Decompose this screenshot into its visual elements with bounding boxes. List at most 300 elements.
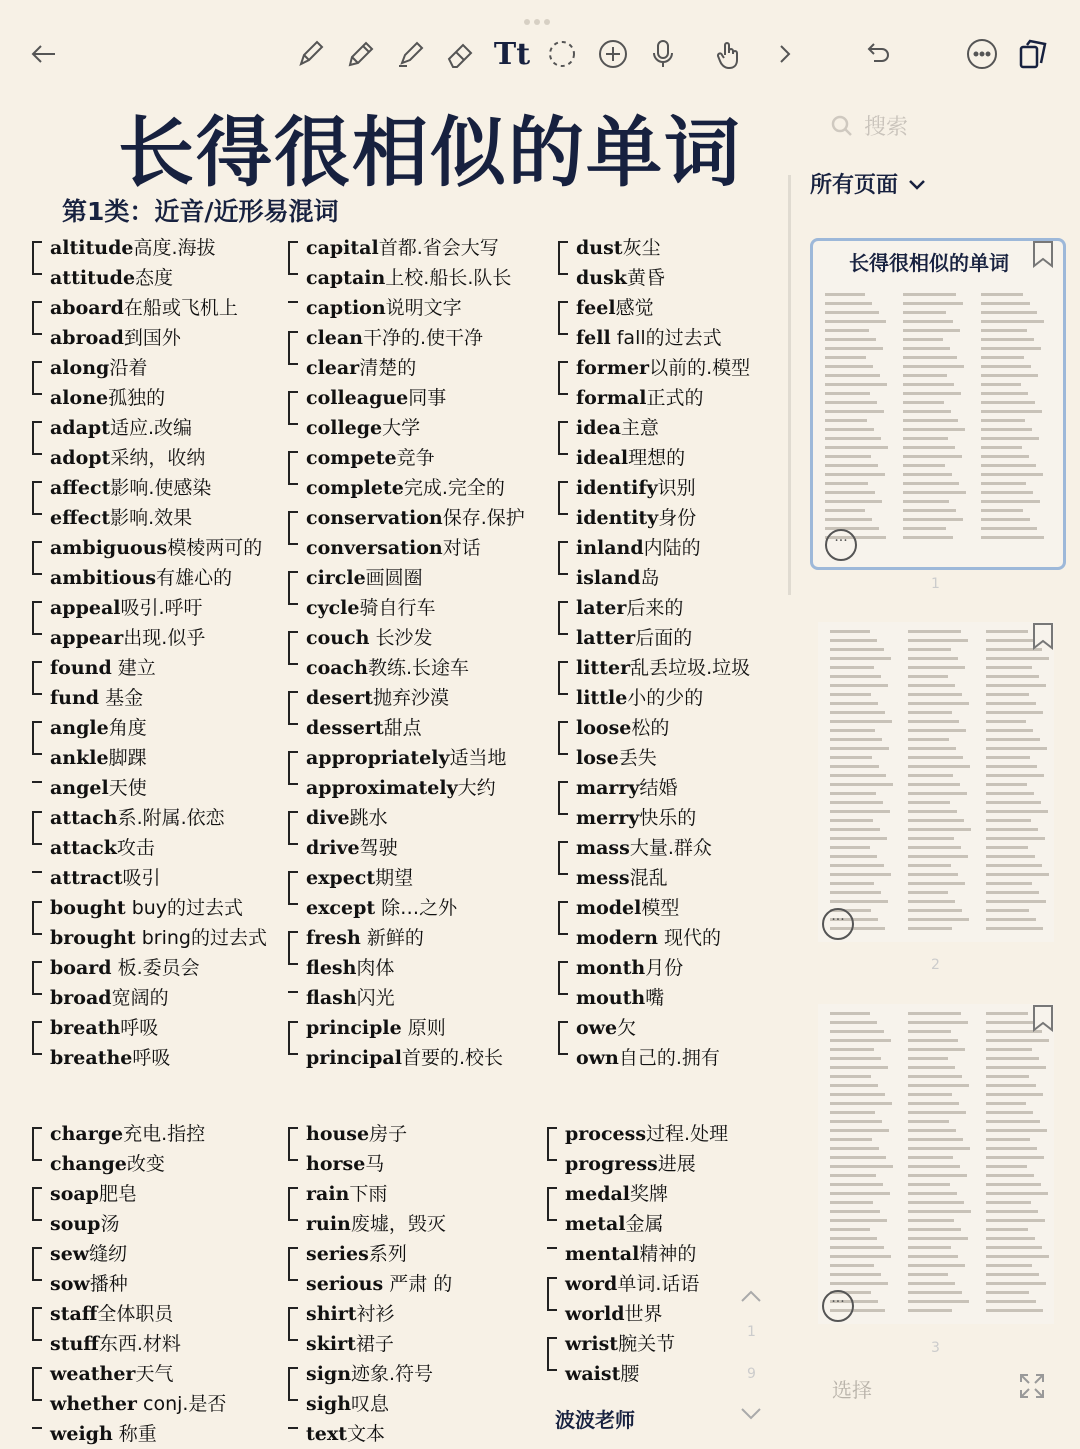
thumbnail-text-line bbox=[830, 702, 878, 705]
vocab-entry bbox=[50, 953, 267, 983]
chinese-meaning: 东西.材料 bbox=[98, 1333, 181, 1355]
english-word: shirt bbox=[306, 1303, 357, 1325]
thumbnail-text-line bbox=[986, 1012, 1028, 1015]
thumbnail-text-line bbox=[903, 410, 951, 413]
english-word: caption bbox=[306, 297, 386, 319]
chinese-meaning: 以前的.模型 bbox=[649, 357, 751, 379]
chinese-meaning: 板.委员会 bbox=[111, 957, 200, 979]
thumbnail-text-line bbox=[981, 428, 1032, 431]
thumbnail-text-line bbox=[825, 320, 886, 323]
chinese-meaning: 汤 bbox=[100, 1213, 120, 1235]
undo-icon[interactable] bbox=[857, 34, 897, 74]
expand-icon[interactable] bbox=[1018, 1372, 1046, 1400]
english-word: skirt bbox=[306, 1333, 356, 1355]
thumbnail-text-line bbox=[830, 1192, 890, 1195]
vocab-entry bbox=[306, 623, 525, 653]
thumbnail-text-line bbox=[908, 1111, 966, 1114]
thumbnail-text-line bbox=[830, 693, 871, 696]
vocab-entry bbox=[576, 593, 750, 623]
bookmark-icon[interactable] bbox=[1032, 622, 1054, 650]
chinese-meaning: 文本 bbox=[346, 1423, 385, 1445]
thumbnail-text-line bbox=[908, 1246, 951, 1249]
thumbnail-text-line bbox=[825, 356, 866, 359]
thumbnail-text-line bbox=[903, 491, 966, 494]
chinese-meaning: 长沙发 bbox=[369, 627, 433, 649]
thumbnail-text-line bbox=[908, 909, 962, 912]
page-title: 长得很相似的单词 bbox=[118, 108, 742, 197]
thumbnail-more-icon[interactable]: ··· bbox=[825, 529, 857, 561]
thumbnail-text-line bbox=[830, 1156, 886, 1159]
thumbnail-text-line bbox=[830, 1120, 882, 1123]
thumbnail-text-line bbox=[986, 909, 1029, 912]
thumbnail-text-line bbox=[908, 819, 964, 822]
chinese-meaning: 黄昏 bbox=[626, 267, 665, 289]
thumbnail-text-line bbox=[825, 509, 865, 512]
chinese-meaning: 适当地 bbox=[449, 747, 507, 769]
word-pair bbox=[50, 1119, 226, 1179]
thumbnail-text-line bbox=[981, 518, 1030, 521]
english-word: medal bbox=[565, 1183, 631, 1205]
word-pair bbox=[565, 1179, 728, 1239]
thumbnail-text-line bbox=[986, 1057, 1039, 1060]
english-word: fell bbox=[576, 327, 611, 349]
pair-bracket bbox=[288, 811, 298, 845]
vocab-entry bbox=[576, 923, 750, 953]
chinese-meaning: 建立 bbox=[111, 657, 156, 679]
english-word: appropriately bbox=[306, 747, 450, 769]
vocab-entry bbox=[50, 323, 267, 353]
highlighter-icon[interactable] bbox=[390, 34, 430, 74]
english-word: compete bbox=[306, 447, 397, 469]
chinese-meaning: 小的少的 bbox=[627, 687, 704, 709]
thumbnail-text-line bbox=[903, 365, 964, 368]
thumbnail-text-line bbox=[830, 1228, 870, 1231]
thumbnail-text-line bbox=[830, 828, 880, 831]
page-thumbnail-1[interactable] bbox=[810, 238, 1066, 570]
chinese-meaning: 奖牌 bbox=[630, 1183, 669, 1205]
thumbnail-text-line bbox=[830, 729, 875, 732]
thumbnail-text-line bbox=[830, 1165, 893, 1168]
chinese-meaning: 系列 bbox=[368, 1243, 407, 1265]
thumbnail-text-line bbox=[903, 419, 958, 422]
vocab-entry bbox=[565, 1239, 728, 1269]
chinese-meaning: 干净的.使干净 bbox=[363, 327, 484, 349]
chinese-meaning: 完成.完全的 bbox=[403, 477, 505, 499]
thumbnail-text-line bbox=[825, 329, 869, 332]
chinese-meaning: 驾驶 bbox=[359, 837, 398, 859]
thumbnail-text-line bbox=[825, 473, 885, 476]
vocab-entry bbox=[306, 653, 525, 683]
english-word: coach bbox=[306, 657, 368, 679]
english-word: house bbox=[306, 1123, 370, 1145]
english-word: brought bbox=[50, 927, 136, 949]
thumbnail-text-line bbox=[981, 491, 1033, 494]
thumbnail-text-line bbox=[825, 410, 884, 413]
lasso-icon[interactable] bbox=[542, 34, 582, 74]
page-thumbnail-3[interactable] bbox=[818, 1004, 1054, 1324]
more-icon[interactable] bbox=[962, 34, 1002, 74]
pair-bracket bbox=[288, 991, 298, 993]
chinese-meaning: 下雨 bbox=[349, 1183, 388, 1205]
english-word: flesh bbox=[306, 957, 357, 979]
english-word: complete bbox=[306, 477, 404, 499]
thumbnail-text-line bbox=[825, 464, 878, 467]
thumbnail-text-line bbox=[908, 657, 958, 660]
english-word: dusk bbox=[576, 267, 627, 289]
thumbnail-text-line bbox=[986, 639, 1035, 642]
pair-bracket bbox=[547, 1277, 557, 1311]
thumbnail-text-line bbox=[908, 801, 950, 804]
pair-bracket bbox=[558, 481, 568, 515]
thumbnail-text-line bbox=[986, 855, 1035, 858]
vocab-entry bbox=[50, 713, 267, 743]
vocab-entry bbox=[306, 1043, 525, 1073]
page-scroller[interactable] bbox=[728, 1280, 774, 1430]
thumbnail-text-line bbox=[986, 900, 1046, 903]
thumbnail-text-line bbox=[981, 311, 1037, 314]
chinese-meaning: 严肃 的 bbox=[383, 1273, 453, 1295]
thumbnail-text-line bbox=[830, 1066, 888, 1069]
thumbnail-page-number: 2 bbox=[931, 957, 940, 973]
thumbnail-text-line bbox=[903, 518, 963, 521]
chinese-meaning: 天气 bbox=[135, 1363, 174, 1385]
text-tool-icon[interactable] bbox=[492, 34, 532, 74]
english-word: month bbox=[576, 957, 646, 979]
vocab-entry bbox=[306, 473, 525, 503]
forward-chevron-icon[interactable] bbox=[765, 34, 805, 74]
chinese-meaning: 画圆圈 bbox=[365, 567, 423, 589]
pair-bracket bbox=[288, 301, 298, 303]
thumbnail-text-line bbox=[830, 684, 888, 687]
pair-bracket bbox=[288, 691, 298, 725]
thumbnail-text-line bbox=[981, 347, 1041, 350]
thumbnail-text-line bbox=[908, 1183, 950, 1186]
pair-bracket bbox=[547, 1187, 557, 1221]
page-thumbnail-2[interactable] bbox=[818, 622, 1054, 942]
thumbnail-text-line bbox=[986, 765, 1037, 768]
chinese-meaning: fall的过去式 bbox=[610, 327, 722, 349]
pair-bracket bbox=[288, 451, 298, 485]
vocab-entry bbox=[576, 443, 750, 473]
english-word: breath bbox=[50, 1017, 121, 1039]
thumbnail-text-line bbox=[908, 927, 952, 930]
thumbnail-text-line bbox=[908, 1291, 962, 1294]
thumbnail-text-line bbox=[903, 338, 943, 341]
thumbnail-text-line bbox=[830, 1174, 876, 1177]
english-word: change bbox=[50, 1153, 127, 1175]
thumbnail-text-line bbox=[830, 873, 891, 876]
thumbnail-text-line bbox=[903, 536, 953, 539]
english-word: series bbox=[306, 1243, 369, 1265]
chinese-meaning: 肉体 bbox=[356, 957, 395, 979]
chinese-meaning: 岛 bbox=[640, 567, 660, 589]
thumbnail-text-line bbox=[908, 1102, 959, 1105]
vocab-entry bbox=[50, 983, 267, 1013]
back-arrow-icon[interactable] bbox=[24, 34, 64, 74]
thumbnail-text-line bbox=[830, 1246, 884, 1249]
english-word: wrist bbox=[565, 1333, 619, 1355]
chinese-meaning: 到国外 bbox=[123, 327, 181, 349]
thumbnail-text-line bbox=[986, 1273, 1039, 1276]
thumbnail-text-line bbox=[986, 1291, 1029, 1294]
word-pair bbox=[565, 1329, 728, 1389]
pair-bracket bbox=[32, 781, 42, 783]
word-pair bbox=[306, 503, 525, 563]
word-pair bbox=[306, 683, 525, 743]
vocab-entry bbox=[306, 1419, 452, 1449]
thumbnail-text-line bbox=[830, 1210, 880, 1213]
english-word: weigh bbox=[50, 1423, 113, 1445]
english-word: alone bbox=[50, 387, 109, 409]
scroll-down-icon[interactable] bbox=[740, 1406, 762, 1420]
english-word: progress bbox=[565, 1153, 658, 1175]
thumbnail-text-line bbox=[908, 1264, 965, 1267]
thumbnail-text-line bbox=[908, 1282, 955, 1285]
thumbnail-text-line bbox=[903, 428, 965, 431]
vocab-entry bbox=[50, 263, 267, 293]
word-pair bbox=[306, 743, 525, 803]
vocab-entry bbox=[306, 833, 525, 863]
vocab-entry bbox=[576, 653, 750, 683]
page-filter-dropdown[interactable] bbox=[810, 168, 928, 199]
pair-bracket bbox=[32, 1427, 42, 1429]
pair-bracket bbox=[288, 1127, 298, 1161]
add-icon[interactable] bbox=[593, 34, 633, 74]
scroll-up-icon[interactable] bbox=[740, 1288, 762, 1302]
thumbnail-text-line bbox=[908, 639, 968, 642]
chinese-meaning: 新鲜的 bbox=[360, 927, 424, 949]
thumbnail-text-line bbox=[830, 666, 874, 669]
english-word: expect bbox=[306, 867, 376, 889]
chinese-meaning: 乱丢垃圾.垃圾 bbox=[630, 657, 751, 679]
chinese-meaning: 现代的 bbox=[657, 927, 722, 949]
vocab-entry bbox=[50, 1043, 267, 1073]
thumbnail-text-line bbox=[830, 1012, 870, 1015]
chinese-meaning: 清楚的 bbox=[359, 357, 417, 379]
pair-bracket bbox=[32, 481, 42, 515]
thumbnail-text-line bbox=[908, 738, 949, 741]
pair-bracket bbox=[32, 1187, 42, 1221]
pencil-icon[interactable] bbox=[340, 34, 380, 74]
english-word: angel bbox=[50, 777, 109, 799]
english-word: circle bbox=[306, 567, 366, 589]
english-word: appeal bbox=[50, 597, 121, 619]
chinese-meaning: 宽阔的 bbox=[111, 987, 169, 1009]
english-word: word bbox=[565, 1273, 618, 1295]
vocab-entry bbox=[565, 1209, 728, 1239]
english-word: former bbox=[576, 357, 650, 379]
thumbnail-text-line bbox=[986, 747, 1047, 750]
thumbnail-text-line bbox=[986, 1129, 1047, 1132]
pair-bracket bbox=[288, 1021, 298, 1055]
chinese-meaning: 攻击 bbox=[116, 837, 155, 859]
thumbnail-text-line bbox=[830, 855, 877, 858]
vocab-entry bbox=[50, 743, 267, 773]
chinese-meaning: 吸引 bbox=[122, 867, 161, 889]
vocab-entry bbox=[306, 533, 525, 563]
english-word: formal bbox=[576, 387, 647, 409]
word-pair bbox=[576, 413, 750, 473]
thumbnail-text-line bbox=[825, 347, 883, 350]
thumbnail-text-line bbox=[908, 765, 970, 768]
thumbnail-text-line bbox=[908, 1084, 969, 1087]
vocab-entry bbox=[576, 893, 750, 923]
chinese-meaning: 抛弃沙漠 bbox=[372, 687, 449, 709]
thumbnail-text-line bbox=[981, 320, 1044, 323]
vocab-entry bbox=[576, 533, 750, 563]
thumbnail-text-line bbox=[908, 675, 948, 678]
drag-handle[interactable] bbox=[524, 10, 556, 16]
pages-icon[interactable] bbox=[1012, 34, 1052, 74]
thumbnail-text-line bbox=[830, 648, 884, 651]
thumbnail-text-line bbox=[830, 1093, 885, 1096]
thumbnail-text-line bbox=[986, 873, 1049, 876]
vocab-entry bbox=[306, 383, 525, 413]
thumbnail-text-line bbox=[908, 684, 955, 687]
chinese-meaning: 首都.省会大写 bbox=[378, 237, 499, 259]
vocab-entry bbox=[306, 1209, 452, 1239]
vocab-entry bbox=[306, 1299, 452, 1329]
thumbnail-text-line bbox=[908, 1210, 971, 1213]
bookmark-icon[interactable] bbox=[1032, 1004, 1054, 1032]
word-pair bbox=[306, 1239, 452, 1299]
thumbnail-text-line bbox=[981, 473, 1043, 476]
word-pair bbox=[50, 1179, 226, 1239]
pair-bracket bbox=[32, 1021, 42, 1055]
thumbnail-text-line bbox=[908, 729, 966, 732]
thumbnail-text-line bbox=[908, 1192, 957, 1195]
english-word: board bbox=[50, 957, 112, 979]
vocab-entry bbox=[565, 1269, 728, 1299]
chinese-meaning: 播种 bbox=[89, 1273, 128, 1295]
english-word: affect bbox=[50, 477, 111, 499]
thumbnail-text-line bbox=[825, 311, 879, 314]
thumbnail-text-line bbox=[908, 1219, 954, 1222]
chinese-meaning: 充电.指控 bbox=[123, 1123, 206, 1145]
thumbnail-text-line bbox=[908, 900, 955, 903]
vocab-entry bbox=[565, 1359, 728, 1389]
microphone-icon[interactable] bbox=[643, 34, 683, 74]
english-word: ideal bbox=[576, 447, 629, 469]
vocab-entry bbox=[50, 293, 267, 323]
vocab-entry bbox=[50, 1119, 226, 1149]
english-word: ambiguous bbox=[50, 537, 168, 559]
chinese-meaning: 教练.长途车 bbox=[367, 657, 469, 679]
thumbnail-text-line bbox=[981, 509, 1023, 512]
chinese-meaning: 衬衫 bbox=[356, 1303, 395, 1325]
thumbnail-text-line bbox=[825, 455, 871, 458]
thumbnail-text-line bbox=[825, 527, 879, 530]
pair-bracket bbox=[288, 751, 298, 785]
thumbnail-text-line bbox=[825, 365, 873, 368]
english-word: desert bbox=[306, 687, 373, 709]
chevron-down-icon bbox=[906, 173, 928, 195]
thumbnail-text-line bbox=[830, 1129, 889, 1132]
chinese-meaning: 金属 bbox=[625, 1213, 664, 1235]
thumbnail-text-line bbox=[830, 1201, 873, 1204]
eraser-icon[interactable] bbox=[440, 34, 480, 74]
thumbnail-text-line bbox=[903, 509, 956, 512]
vocab-entry bbox=[50, 1179, 226, 1209]
thumbnail-more-icon[interactable]: ··· bbox=[822, 1290, 854, 1322]
thumbnail-text-line bbox=[981, 410, 1042, 413]
english-word: captain bbox=[306, 267, 386, 289]
english-word: metal bbox=[565, 1213, 626, 1235]
vocab-entry bbox=[576, 1043, 750, 1073]
pair-bracket bbox=[558, 421, 568, 455]
thumbnail-more-icon[interactable]: ··· bbox=[822, 908, 854, 940]
thumbnail-text-line bbox=[908, 846, 961, 849]
english-word: mess bbox=[576, 867, 630, 889]
thumbnail-text-line bbox=[986, 720, 1026, 723]
chinese-meaning: 大约 bbox=[457, 777, 496, 799]
thumbnail-text-line bbox=[986, 1309, 1043, 1312]
chinese-meaning: 脚踝 bbox=[108, 747, 147, 769]
thumbnail-text-line bbox=[908, 648, 951, 651]
vocab-entry bbox=[50, 353, 267, 383]
pen-icon[interactable] bbox=[290, 34, 330, 74]
english-word: stuff bbox=[50, 1333, 99, 1355]
english-word: except bbox=[306, 897, 376, 919]
thumbnail-text-line bbox=[986, 1246, 1042, 1249]
english-word: broad bbox=[50, 987, 112, 1009]
touch-hand-icon[interactable] bbox=[710, 34, 750, 74]
thumbnail-text-line bbox=[830, 1111, 875, 1114]
thumbnail-text-line bbox=[830, 1255, 891, 1258]
word-pair bbox=[576, 653, 750, 713]
thumbnail-text-line bbox=[908, 783, 960, 786]
english-word: approximately bbox=[306, 777, 458, 799]
vocab-entry bbox=[50, 1389, 226, 1419]
chinese-meaning: 保存.保护 bbox=[442, 507, 525, 529]
pair-bracket bbox=[32, 1127, 42, 1161]
word-column-lower-3 bbox=[565, 1119, 728, 1389]
select-button[interactable]: 选择 bbox=[832, 1378, 872, 1402]
pair-bracket bbox=[558, 781, 568, 815]
english-word: drive bbox=[306, 837, 360, 859]
thumbnail-text-line bbox=[908, 918, 969, 921]
chinese-meaning: 房子 bbox=[369, 1123, 408, 1145]
pair-bracket bbox=[288, 631, 298, 665]
vocab-entry bbox=[50, 803, 267, 833]
thumbnail-text-line bbox=[830, 765, 879, 768]
thumbnail-text-line bbox=[908, 711, 952, 714]
thumbnail-text-line bbox=[981, 455, 1029, 458]
thumbnail-text-line bbox=[986, 684, 1046, 687]
english-word: model bbox=[576, 897, 642, 919]
thumbnail-text-line bbox=[986, 927, 1043, 930]
thumbnail-text-line bbox=[830, 801, 883, 804]
word-pair bbox=[50, 413, 267, 473]
vocab-entry bbox=[576, 503, 750, 533]
thumbnail-text-line bbox=[986, 846, 1028, 849]
thumbnail-text-line bbox=[830, 837, 887, 840]
thumbnail-text-line bbox=[830, 792, 876, 795]
thumbnail-text-line bbox=[830, 819, 873, 822]
sidebar-search[interactable] bbox=[830, 110, 908, 141]
vocab-entry bbox=[306, 1149, 452, 1179]
thumbnail-text-line bbox=[825, 392, 870, 395]
vocab-entry bbox=[576, 293, 750, 323]
chinese-meaning: 世界 bbox=[624, 1303, 663, 1325]
thumbnail-text-line bbox=[830, 891, 881, 894]
thumbnail-text-line bbox=[825, 446, 888, 449]
word-pair bbox=[306, 1119, 452, 1179]
bookmark-icon[interactable] bbox=[1032, 240, 1054, 268]
english-word: idea bbox=[576, 417, 621, 439]
word-pair bbox=[576, 353, 750, 413]
thumbnail-text-line bbox=[986, 756, 1030, 759]
